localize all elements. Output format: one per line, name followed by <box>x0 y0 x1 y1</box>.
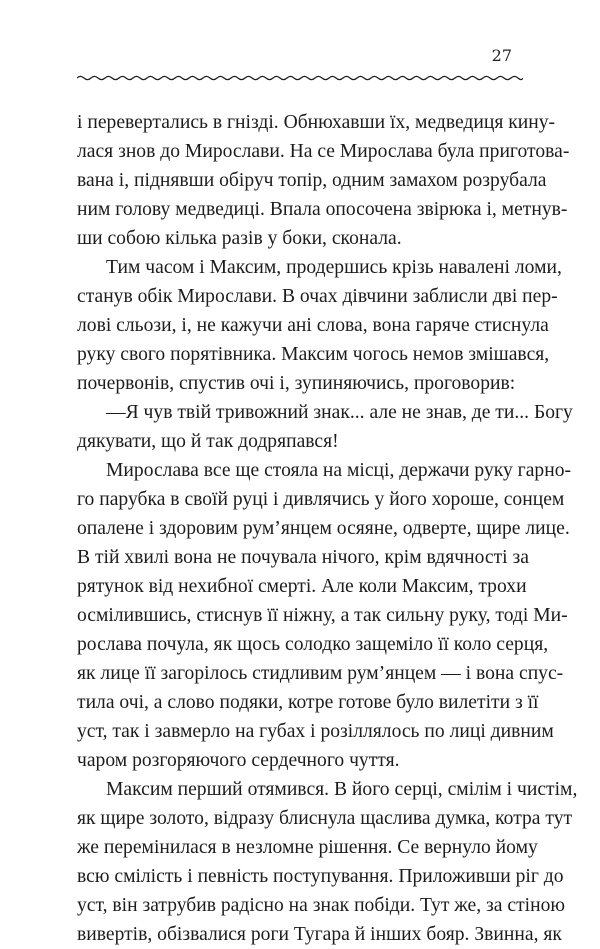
text-line: тила очі, а слово подяки, котре готове було вилетіти з її <box>77 692 539 713</box>
text-line: лася знов до Мирослави. На се Мирослава була приготова- <box>77 141 570 162</box>
paragraph <box>77 398 573 456</box>
text-line: вана і, піднявши обіруч топір, одним замахом розрубала <box>77 170 547 191</box>
text-line: Тим часом і Максим, продершись крізь навалені ломи, <box>106 257 562 278</box>
text-line: чаром розгоряючого сердечного чуття. <box>77 750 400 771</box>
text-line: і перевертались в гнізді. Обнюхавши їх, медведиця кину- <box>77 112 556 133</box>
body-text <box>77 108 578 949</box>
paragraph <box>77 253 562 398</box>
text-line: ши собою кілька разів у боки, сконала. <box>77 228 402 249</box>
paragraph <box>77 108 570 253</box>
text-line: опалене і здоровим рум’янцем осяяне, одверте, щире лице. <box>77 518 570 539</box>
text-line: вивертів, обізвалися роги Тугара й інших бояр. Звинна, як <box>77 924 562 945</box>
text-line: лові сльози, і, не кажучи ані слова, вона гаряче стиснула <box>77 315 549 336</box>
page-number: 27 <box>491 46 512 65</box>
text-line: уст, він затрубив радісно на знак побіди. Тут же, за стіною <box>77 895 566 916</box>
text-line: як щире золото, відразу блиснула щаслива думка, котра тут <box>77 808 573 829</box>
text-line: Мирослава все ще стояла на місці, держачи руку гарно- <box>106 460 572 481</box>
text-line: Максим перший отямився. В його серці, смілім і чистім, <box>106 779 578 800</box>
text-line: як лице її загорілось стидливим рум’янцем — і вона спус- <box>77 663 564 684</box>
text-line: —Я чув твій тривожний знак... але не знав, де ти... Богу <box>106 402 573 423</box>
text-line: станув обік Мирослави. В очах дівчини заблисли дві пер- <box>77 286 558 307</box>
text-line: рятунок від нехибної смерті. Але коли Максим, трохи <box>77 576 527 597</box>
text-line: уст, так і завмерло на губах і розіллялось по лиці дивним <box>77 721 554 742</box>
text-line: осмілившись, стиснув її ніжну, а так сильну руку, тоді Ми- <box>77 605 568 626</box>
text-line: почервонів, спустив очі і, зупиняючись, проговорив: <box>77 373 516 394</box>
text-line: го парубка в своїй руці і дивлячись у його хороше, сонцем <box>77 489 565 510</box>
text-line: же перемінилася в незломне рішення. Се вернуло йому <box>77 837 538 858</box>
paragraph <box>77 775 578 949</box>
text-line: руку свого порятівника. Максим чогось немов змішався, <box>77 344 550 365</box>
text-line: ним голову медведиці. Впала опосочена звірюка і, метнув- <box>77 199 568 220</box>
text-line: дякувати, що й так додряпався! <box>77 431 339 452</box>
text-line: В тій хвилі вона не почувала нічого, крім вдячності за <box>77 547 529 568</box>
text-line: всю смілість і певність поступування. Приложивши ріг до <box>77 866 564 887</box>
text-line: рослава почула, як щось солодко защеміло її коло серця, <box>77 634 549 655</box>
wavy-divider-ornament <box>77 72 523 84</box>
paragraph <box>77 456 572 775</box>
